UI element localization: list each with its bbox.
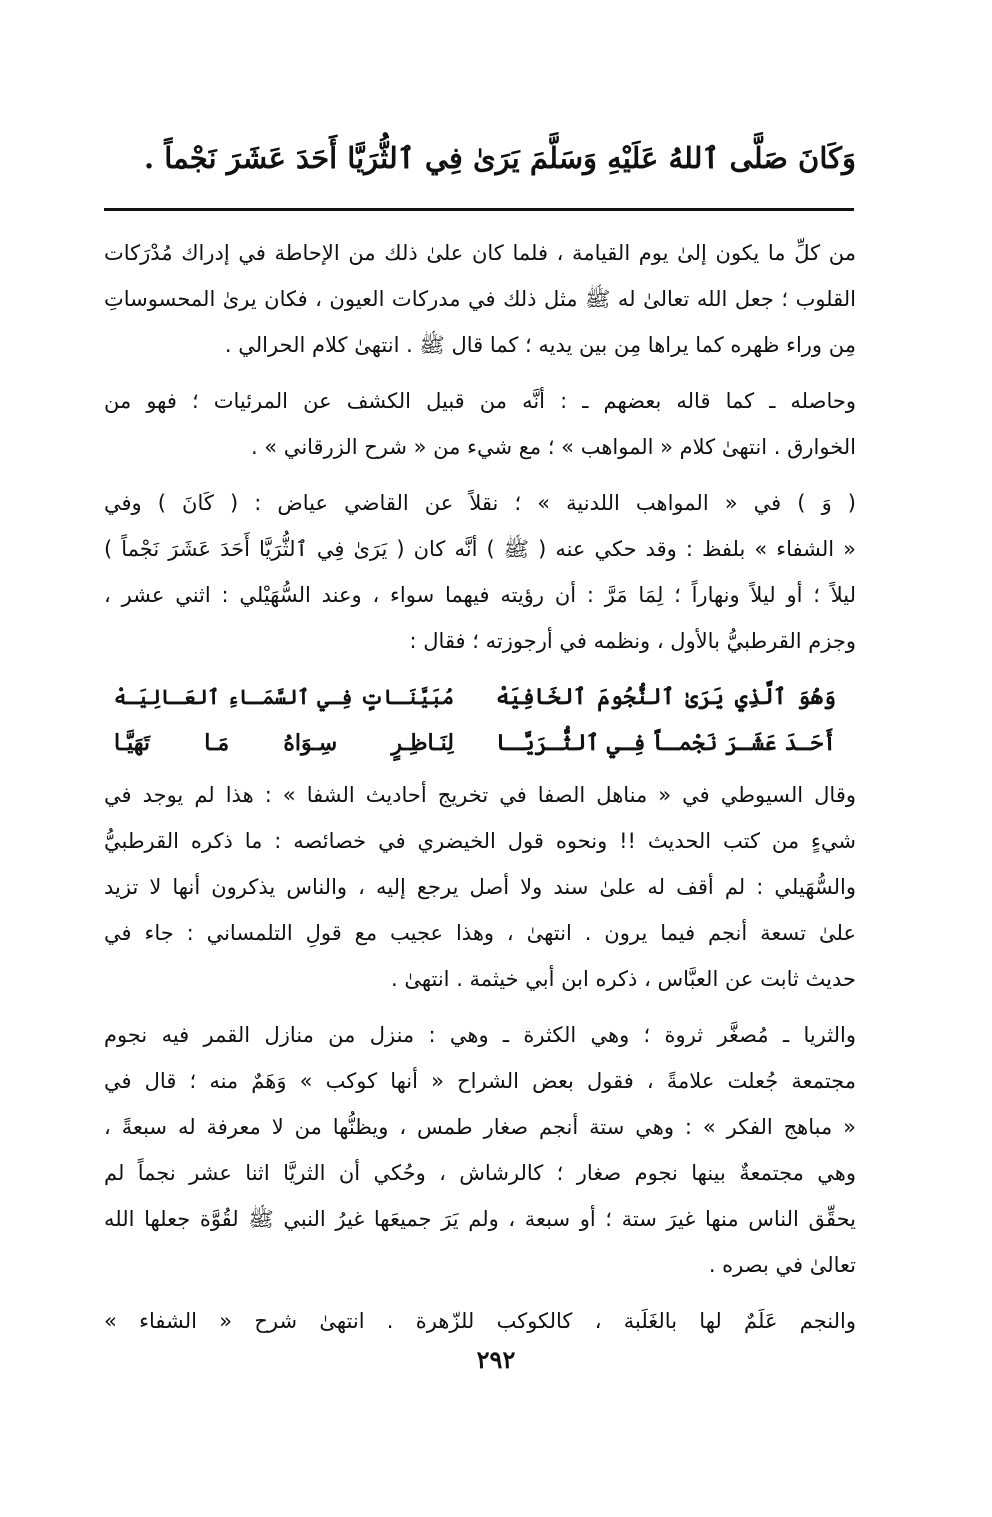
paragraph-5: [104, 1012, 856, 1288]
heading-divider: [104, 208, 854, 211]
text-line: « مباهج الفكر » : وهي ستة أنجم صغار طمس ، ويظنُّها من لا معرفة له سبعةً ،: [104, 1115, 856, 1139]
verse-first-hemistich: وَهُوَ ٱلَّذِي يَرَىٰ ٱلنُّجُومَ ٱلخَافِيَهْ: [496, 684, 836, 710]
text-line: حديث ثابت عن العبَّاس ، ذكره ابن أبي خيثمة . انتهىٰ .: [390, 967, 856, 991]
text-line: وقال السيوطي في « مناهل الصفا في تخريج أحاديث الشفا » : هذا لم يوجد في: [104, 783, 856, 807]
paragraph-3: [104, 480, 856, 664]
paragraph-2: [104, 378, 856, 470]
poem-verse: [104, 674, 856, 720]
text-line: شيءٍ من كتب الحديث !! ونحوه قول الخيضري في خصائصه : ما ذكره القرطبيُّ: [104, 829, 856, 853]
text-line: ( وَ ) في « المواهب اللدنية » ؛ نقلاً عن القاضي عياض : ( كَانَ ) وفي: [104, 491, 856, 515]
poem-verse: [104, 720, 856, 766]
paragraph-1: [104, 230, 856, 368]
text-line: وهي مجتمعةٌ بينها نجوم صغار ؛ كالرشاش ، وحُكي أن الثريَّا اثنا عشر نجماً لم: [104, 1161, 856, 1185]
text-line: والسُّهَيلي : لم أقف له علىٰ سند ولا أصل يرجع إليه ، والناس يذكرون أنها لا تزيد: [104, 875, 856, 899]
page-number: ٢٩٢: [476, 1345, 516, 1374]
verse-second-hemistich: مُبَيَّنَـاتٍ فِـي ٱلسَّمَـاءِ ٱلعَـالِيَـهْ: [114, 685, 454, 709]
paragraph-4: [104, 772, 856, 1002]
text-line: والثريا ـ مُصغَّر ثروة ؛ وهي الكثرة ـ وهي : منزل من منازل القمر فيه نجوم: [104, 1023, 856, 1047]
text-line: القلوب ؛ جعل الله تعالىٰ له ﷺ مثل ذلك في مدركات العيون ، فكان يرىٰ المحسوساتِ: [104, 287, 856, 311]
text-line: من كلِّ ما يكون إلىٰ يوم القيامة ، فلما كان علىٰ ذلك من الإحاطة في إدراك مُدْرَكات: [104, 241, 856, 265]
commentary-body: [104, 230, 856, 1354]
text-line: وحاصله ـ كما قاله بعضهم ـ : أنَّه من قبيل الكشف عن المرئيات ؛ فهو من: [104, 389, 856, 413]
verse-first-hemistich: أَحَـدَ عَشَـرَ نَجْمـاً فِـي ٱلثُّـرَيَّـا: [496, 730, 836, 756]
text-line: علىٰ تسعة أنجم فيما يرون . انتهىٰ ، وهذا عجيب مع قولِ التلمساني : جاء في: [104, 921, 856, 945]
text-line: الخوارق . انتهىٰ كلام « المواهب » ؛ مع شيء من « شرح الزرقاني » .: [250, 435, 856, 459]
text-line: تعالىٰ في بصره .: [708, 1253, 856, 1277]
poem-verses: [104, 674, 856, 766]
verse-second-hemistich: لِنَـاظِـرٍ سِـوَاهُ مَـا تَهَيَّـا: [114, 730, 454, 756]
text-line: مِن وراء ظهره كما يراها مِن بين يديه ؛ كما قال ﷺ . انتهىٰ كلام الحرالي .: [224, 333, 856, 357]
text-line: وجزم القرطبيُّ بالأول ، ونظمه في أرجوزته ؛ فقال :: [409, 629, 856, 653]
text-line: « الشفاء » بلفظ : وقد حكي عنه ( ﷺ ) أنَّه كان ( يَرَىٰ فِي ٱلثُّرَيَّا أَحَدَ عَشَرَ نَجْماً ): [104, 537, 856, 561]
text-line: يحقِّق الناس منها غيرَ ستة ؛ أو سبعة ، ولم يَرَ جميعَها غيرُ النبي ﷺ لقُوَّة جعلها الله: [104, 1207, 856, 1231]
hadith-heading: وَكَانَ صَلَّى ٱللهُ عَلَيْهِ وَسَلَّمَ يَرَىٰ فِي ٱلثُّرَيَّا أَحَدَ عَشَرَ نَجْماً .: [144, 141, 856, 175]
text-line: ليلاً ؛ أو ليلاً ونهاراً ؛ لِمَا مَرَّ : أن رؤيته فيهما سواء ، وعند السُّهَيْلي : اثني عشر ،: [104, 583, 856, 607]
text-line: والنجم عَلَمٌ لها بالغَلَبة ، كالكوكب للزّهرة . انتهىٰ شرح « الشفاء »: [104, 1309, 856, 1333]
text-line: مجتمعة جُعلت علامةً ، فقول بعض الشراح « أنها كوكب » وَهَمٌ منه ؛ قال في: [104, 1069, 856, 1093]
paragraph-6: [104, 1298, 856, 1344]
